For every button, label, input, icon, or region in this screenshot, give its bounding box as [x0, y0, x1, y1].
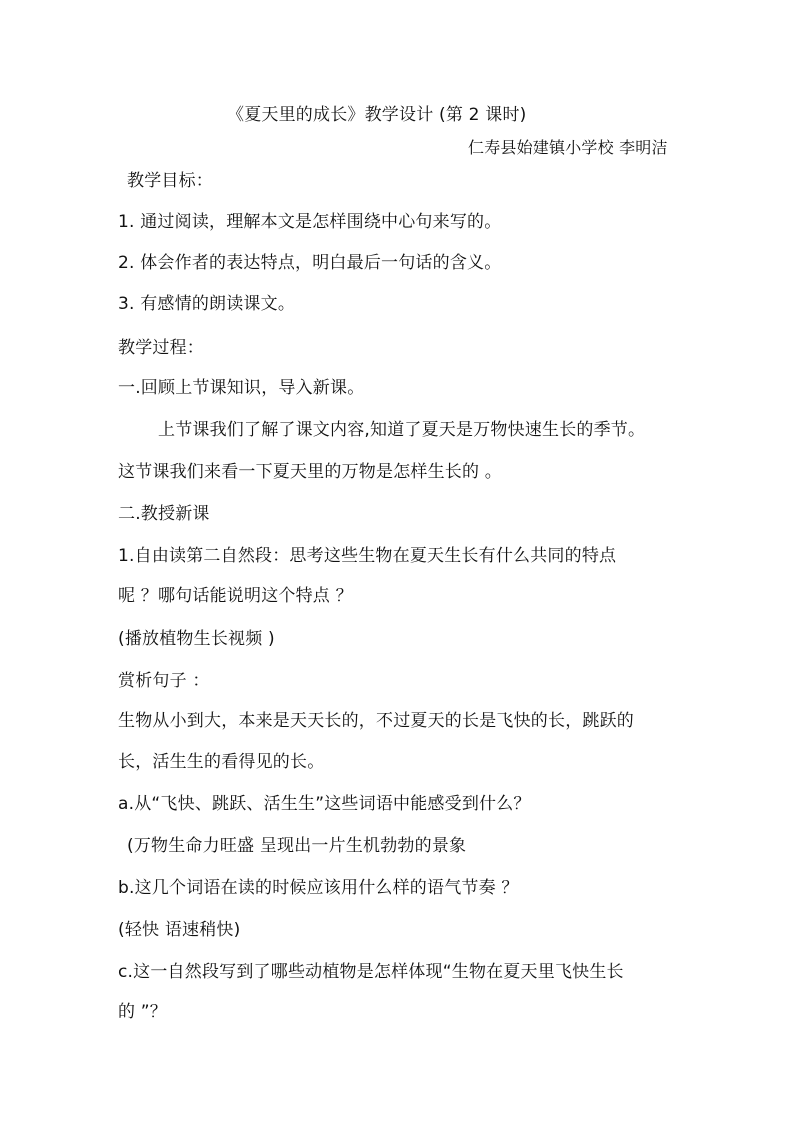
quote-line-1: 生物从小到大，本来是天天长的，不过夏天的长是飞快的长，跳跃的: [118, 711, 634, 731]
section-1-paragraph-line-2: 这节课我们来看一下夏天里的万物是怎样生长的 。: [118, 462, 503, 482]
objective-item-3: 3. 有感情的朗读课文。: [118, 294, 296, 314]
quote-line-2: 长，活生生的看得见的长。: [118, 752, 325, 772]
document-author: 仁寿县始建镇小学校 李明洁: [468, 138, 668, 157]
objective-item-1: 1. 通过阅读，理解本文是怎样围绕中心句来写的。: [118, 212, 502, 232]
section-1-paragraph-line-1: 上节课我们了解了课文内容,知道了夏天是万物快速生长的季节。: [158, 420, 646, 440]
answer-b: (轻快 语速稍快): [118, 920, 241, 940]
appreciate-label: 赏析句子 ：: [118, 671, 210, 691]
question-c-line-1: c.这一自然段写到了哪些动植物是怎样体现“生物在夏天里飞快生长: [118, 962, 624, 982]
section-1-title: 一.回顾上节课知识，导入新课。: [118, 378, 365, 398]
item-1-note: (播放植物生长视频 ): [118, 629, 275, 649]
answer-a: (万物生命力旺盛 呈现出一片生机勃勃的景象: [127, 836, 467, 856]
item-1-line-1: 1.自由读第二自然段：思考这些生物在夏天生长有什么共同的特点: [118, 546, 617, 566]
question-b: b.这几个词语在读的时候应该用什么样的语气节奏 ？: [118, 878, 519, 898]
objective-item-2: 2. 体会作者的表达特点，明白最后一句话的含义。: [118, 253, 502, 273]
document-title: 《夏天里的成长》教学设计 (第 2 课时): [227, 105, 527, 125]
process-heading: 教学过程：: [118, 338, 204, 358]
question-c-line-2: 的 ”？: [118, 1002, 168, 1022]
question-a: a.从“飞快、跳跃、活生生”这些词语中能感受到什么？: [118, 794, 531, 814]
objectives-heading: 教学目标：: [127, 171, 213, 191]
item-1-line-2: 呢 ？哪句话能说明这个特点 ？: [118, 586, 353, 606]
section-2-title: 二.教授新课: [118, 504, 210, 524]
